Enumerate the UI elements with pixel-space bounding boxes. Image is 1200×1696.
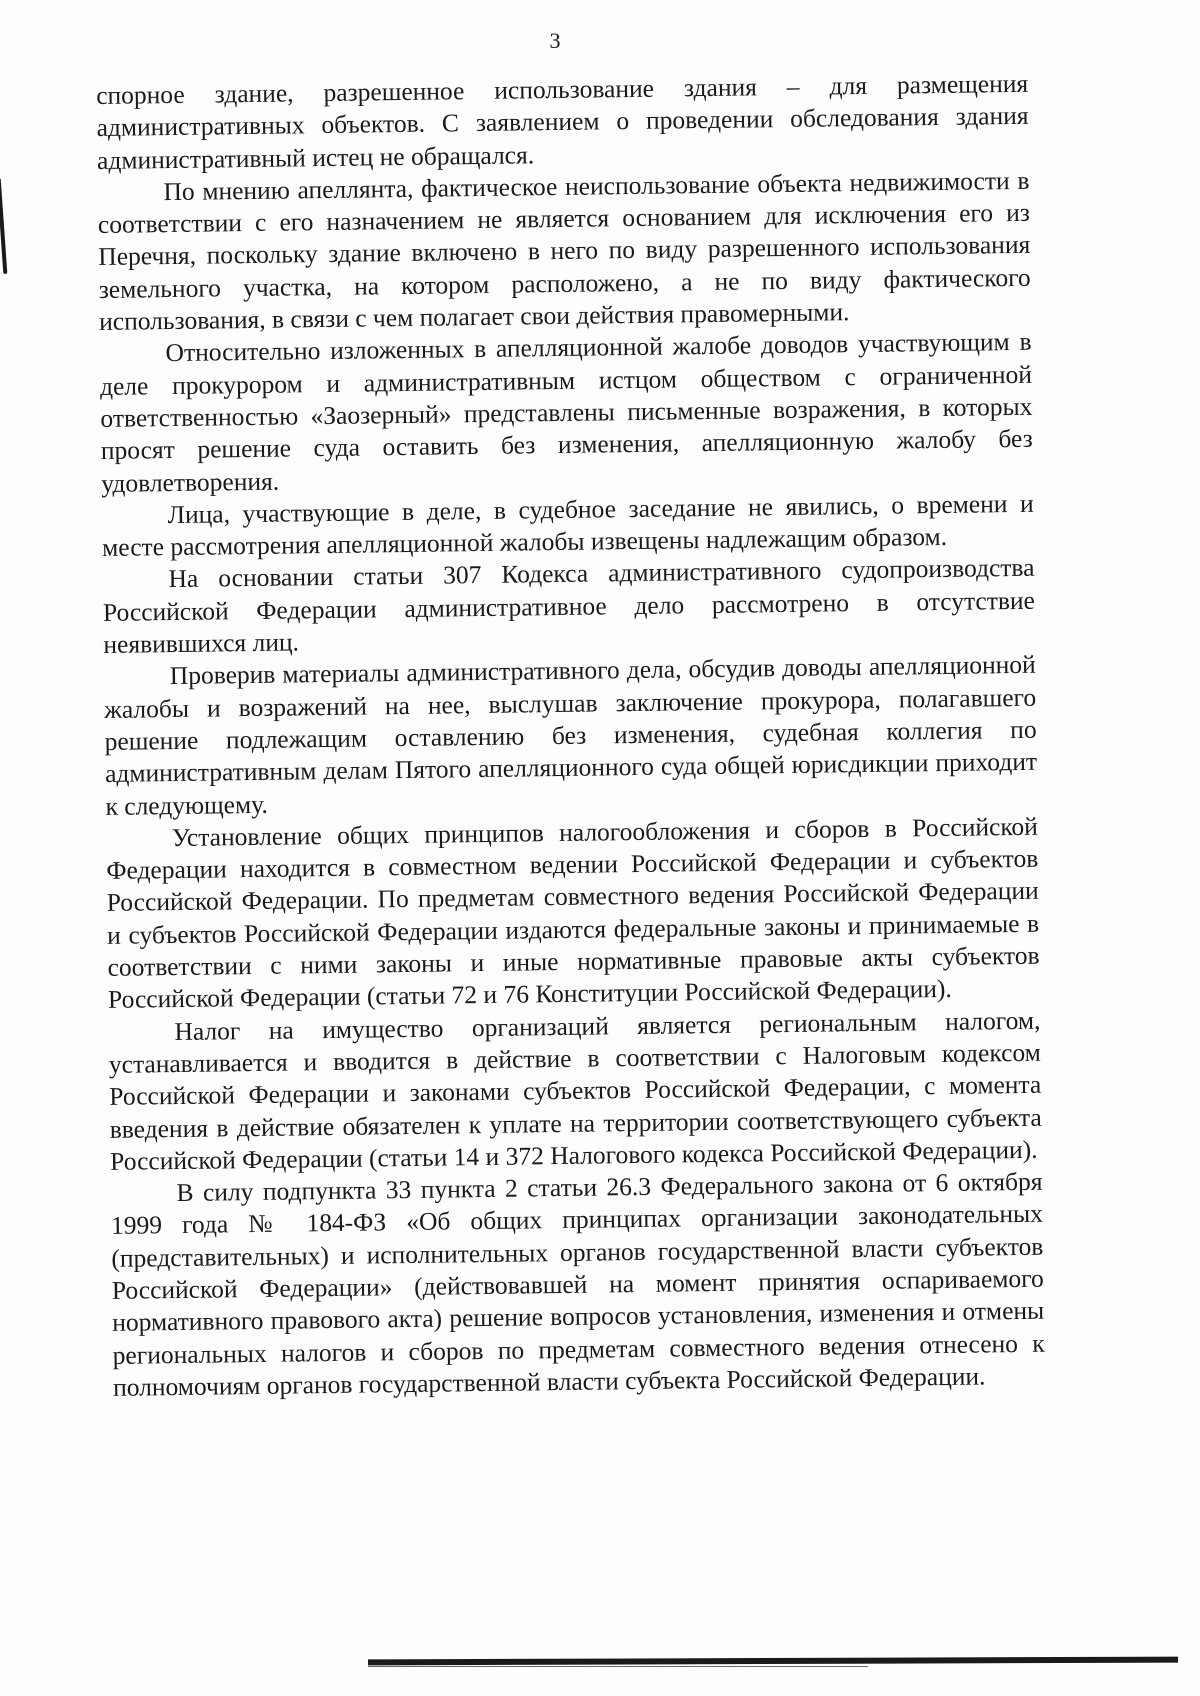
page-number: 3 [549, 28, 561, 53]
paragraph-continuation: спорное здание, разрешенное использование здания – для размещения административных объектов. С заявлением о проведении обследования здания административный истец не обращался. [96, 68, 1029, 175]
bottom-rule [368, 1657, 1178, 1666]
paragraph: Относительно изложенных в апелляционной жалобе доводов участвующим в деле прокурором и административным истцом обществом с ограниченной ответственностью «Заозерный» представлены письменные возражения, в которых просят решение суда оставить без изменения, апелляционную жалобу без удовлетворения. [99, 327, 1033, 498]
paragraph: В силу подпункта 33 пункта 2 статьи 26.3 Федерального закона от 6 октября 1999 года № 184-ФЗ «Об общих принципах организации законодательных (представительных) и исполнительных органов государственной власти субъектов Российской Федерации» (действовавшей на момент принятия оспариваемого нормативного правового акта) решение вопросов установления, изменения и отмены региональных налогов и сборов по предметам совместного ведения отнесено к полномочиям органов государственной власти субъекта Российской Федерации. [110, 1166, 1045, 1402]
paragraph: Проверив материалы административного дела, обсудив доводы апелляционной жалобы и возражений на нее, выслушав заключение прокурора, полагавшего решение подлежащим оставлению без изменения, судебная коллегия по административным делам Пятого апелляционного суда общей юрисдикции приходит к следующему. [104, 650, 1038, 821]
paragraph: Лица, участвующие в деле, в судебное заседание не явились, о времени и месте рассмотрения апелляционной жалобы извещены надлежащим образом. [101, 488, 1034, 563]
bottom-rule-thin [368, 1666, 868, 1667]
paragraph: Налог на имущество организаций является региональным налогом, устанавливается и вводится в действие в соответствии с Налоговым кодексом Российской Федерации и законами субъектов Российской Федерации, с момента введения в действие обязателен к уплате на территории соответствующего субъекта Российской Федерации (статьи 14 и 372 Налогового кодекса Российской Федерации). [108, 1005, 1042, 1176]
binding-mark [0, 178, 7, 274]
paragraph: На основании статьи 307 Кодекса административного судопроизводства Российской Федерации административное дело рассмотрено в отсутствие неявившихся лиц. [102, 553, 1036, 659]
paragraph: Установление общих принципов налогообложения и сборов в Российской Федерации находится в совместном ведении Российской Федерации и субъектов Российской Федерации. По предметам совместного ведения Российской Федерации и субъектов Российской Федерации издаются федеральные законы и принимаемые в соответствии с ними законы и иные нормативные правовые акты субъектов Российской Федерации (статьи 72 и 76 Конституции Российской Федерации). [106, 811, 1040, 1015]
document-body [96, 68, 1045, 1404]
paragraph: По мнению апеллянта, фактическое неиспользование объекта недвижимости в соответствии с его назначением не является основанием для исключения его из Перечня, поскольку здание включено в него по виду разрешенного использования земельного участка, на котором расположено, а не по виду фактического использования, в связи с чем полагает свои действия правомерными. [97, 165, 1031, 337]
